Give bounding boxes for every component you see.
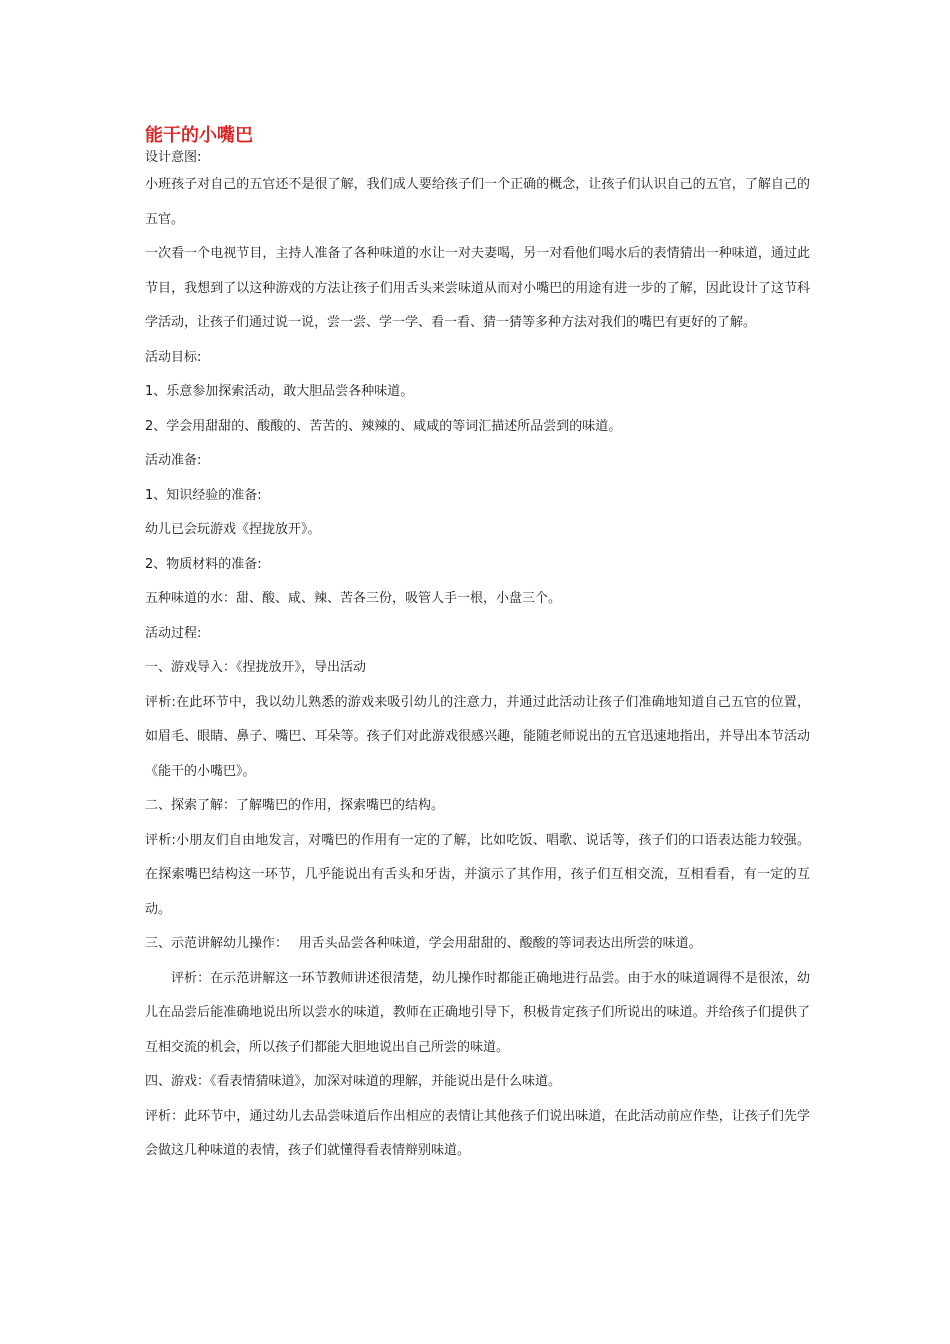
paragraph: 幼儿已会玩游戏《捏拢放开》。 [145,522,321,537]
paragraph: 小班孩子对自己的五官还不是很了解，我们成人要给孩子们一个正确的概念，让孩子们认识自己的五官，了解自己的五官。 [145,177,810,227]
commentary-paragraph: 评析:小朋友们自由地发言，对嘴巴的作用有一定的了解，比如吃饭、唱歌、说话等，孩子们的口语表达能力较强。在探索嘴巴结构这一环节，几乎能说出有舌头和牙齿，并演示了其作用，孩子们互相交流，互相看看，有一定的互动。 [145,832,810,917]
section-heading-process: 活动过程: [145,625,202,641]
step-heading: 四、游戏：《看表情猜味道》，加深对味道的理解，并能说出是什么味道。 [145,1074,562,1089]
commentary-paragraph: 评析：在示范讲解这一环节教师讲述很清楚，幼儿操作时都能正确地进行品尝。由于水的味道调得不是很浓，幼儿在品尝后能准确地说出所以尝水的味道，教师在正确地引导下，积极肯定孩子们所说出的味道。并给孩子们提供了互相交流的机会，所以孩子们都能大胆地说出自己所尝的味道。 [145,970,810,1055]
paragraph: 五种味道的水：甜、酸、咸、辣、苦各三份，吸管人手一根，小盘三个。 [145,591,562,606]
step-heading: 二、探索了解：了解嘴巴的作用，探索嘴巴的结构。 [145,798,445,813]
paragraph: 一次看一个电视节目，主持人准备了各种味道的水让一对夫妻喝，另一对看他们喝水后的表情猜出一种味道，通过此节目，我想到了以这种游戏的方法让孩子们用舌头来尝味道从而对小嘴巴的用途有进一步的了解，因此设计了这节科学活动，让孩子们通过说一说，尝一尝、学一学、看一看、猜一猜等多种方法对我们的嘴巴有更好的了解。 [145,246,810,330]
list-item: 1、乐意参加探索活动，敢大胆品尝各种味道。 [145,384,414,399]
step-heading: 一、游戏导入：《捏拢放开》，导出活动 [145,660,367,675]
list-item: 2、物质材料的准备: [145,556,262,572]
document-title: 能干的小嘴巴 [145,125,253,146]
step-heading: 三、示范讲解幼儿操作： 用舌头品尝各种味道，学会用甜甜的、酸酸的等词表达出所尝的味道。 [145,936,702,951]
section-heading-design-intent: 设计意图: [145,150,202,165]
commentary-paragraph: 评析：此环节中，通过幼儿去品尝味道后作出相应的表情让其他孩子们说出味道，在此活动前应作垫，让孩子们先学会做这几种味道的表情，孩子们就懂得看表情辩别味道。 [145,1108,810,1158]
list-item: 2、学会用甜甜的、酸酸的、苦苦的、辣辣的、咸咸的等词汇描述所品尝到的味道。 [145,418,622,434]
section-heading-goals: 活动目标: [145,349,202,365]
document-page [145,124,810,1169]
commentary-paragraph: 评析:在此环节中，我以幼儿熟悉的游戏来吸引幼儿的注意力，并通过此活动让孩子们准确地知道自己五官的位置，如眉毛、眼睛、鼻子、嘴巴、耳朵等。孩子们对此游戏很感兴趣，能随老师说出的五官迅速地指出，并导出本节活动《能干的小嘴巴》。 [145,694,810,779]
section-heading-preparation: 活动准备: [145,453,202,468]
list-item: 1、知识经验的准备: [145,487,262,503]
